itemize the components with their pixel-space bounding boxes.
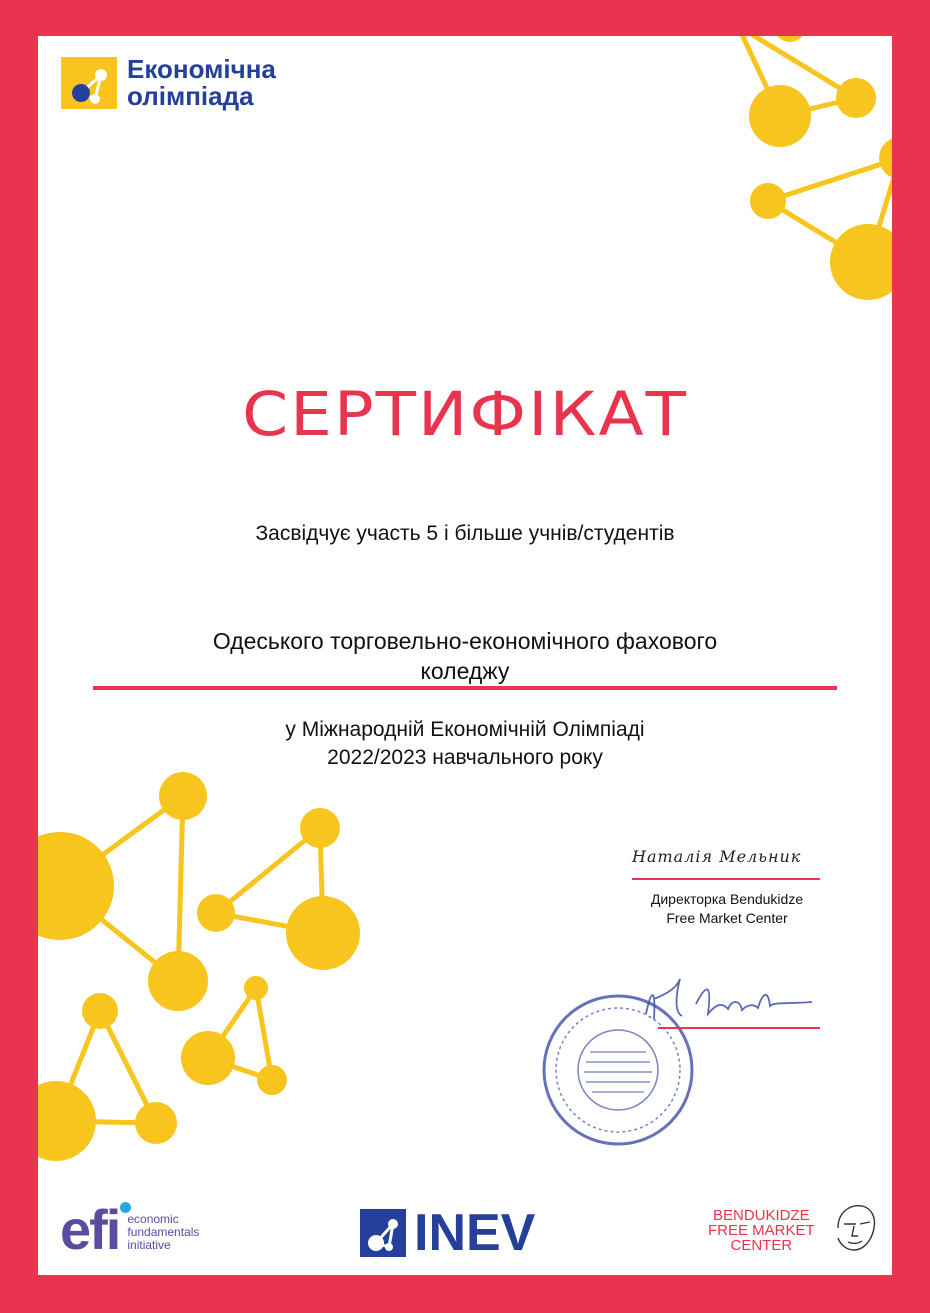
event-text bbox=[38, 716, 892, 772]
signatory-divider bbox=[632, 878, 820, 880]
participation-text: Засвідчує участь 5 і більше учнів/студентів bbox=[255, 522, 675, 545]
bfmc-logo bbox=[708, 1208, 815, 1253]
signatory-position bbox=[622, 890, 832, 928]
institution-line-2: коледжу bbox=[420, 658, 510, 684]
certificate-title: СЕРТИФІКАТ bbox=[242, 379, 688, 450]
signature-line bbox=[658, 1027, 820, 1029]
inev-molecule-icon bbox=[360, 1209, 406, 1257]
efi-line-1: economic bbox=[127, 1212, 179, 1226]
handwritten-signature bbox=[636, 974, 826, 1034]
bfmc-line-3: CENTER bbox=[730, 1237, 793, 1254]
signatory-position-line-2: Free Market Center bbox=[666, 910, 788, 926]
institution-name bbox=[38, 626, 892, 686]
bfmc-line-2: FREE MARKET bbox=[708, 1222, 815, 1239]
logo-line-2: олімпіада bbox=[127, 81, 254, 111]
logo-line-1: Економічна bbox=[127, 54, 276, 84]
event-line-1: у Міжнародній Економічній Олімпіаді bbox=[285, 718, 645, 741]
signatory-position-line-1: Директорка Bendukidze bbox=[650, 891, 804, 907]
olympiad-molecule-icon bbox=[61, 57, 117, 109]
institution-line-1: Одеського торговельно-економічного фахового bbox=[212, 628, 718, 654]
certificate-sheet bbox=[38, 36, 892, 1275]
efi-dot-icon bbox=[120, 1202, 131, 1213]
event-line-2: 2022/2023 навчального року bbox=[327, 746, 603, 769]
bfmc-line-1: BENDUKIDZE bbox=[713, 1207, 810, 1224]
olympiad-logo bbox=[61, 56, 276, 110]
inev-logo bbox=[360, 1204, 536, 1262]
efi-mark bbox=[60, 1198, 120, 1261]
efi-line-2: fundamentals bbox=[127, 1225, 200, 1239]
inev-label: INEV bbox=[414, 1204, 536, 1262]
signatory-name: Наталія Мельник bbox=[632, 847, 802, 866]
bendukidze-portrait-icon bbox=[830, 1198, 880, 1258]
efi-logo bbox=[60, 1198, 200, 1261]
efi-wordmark bbox=[127, 1213, 199, 1254]
efi-mark-text: efi bbox=[60, 1198, 120, 1261]
institution-underline bbox=[93, 686, 837, 690]
efi-line-3: initiative bbox=[127, 1238, 171, 1252]
